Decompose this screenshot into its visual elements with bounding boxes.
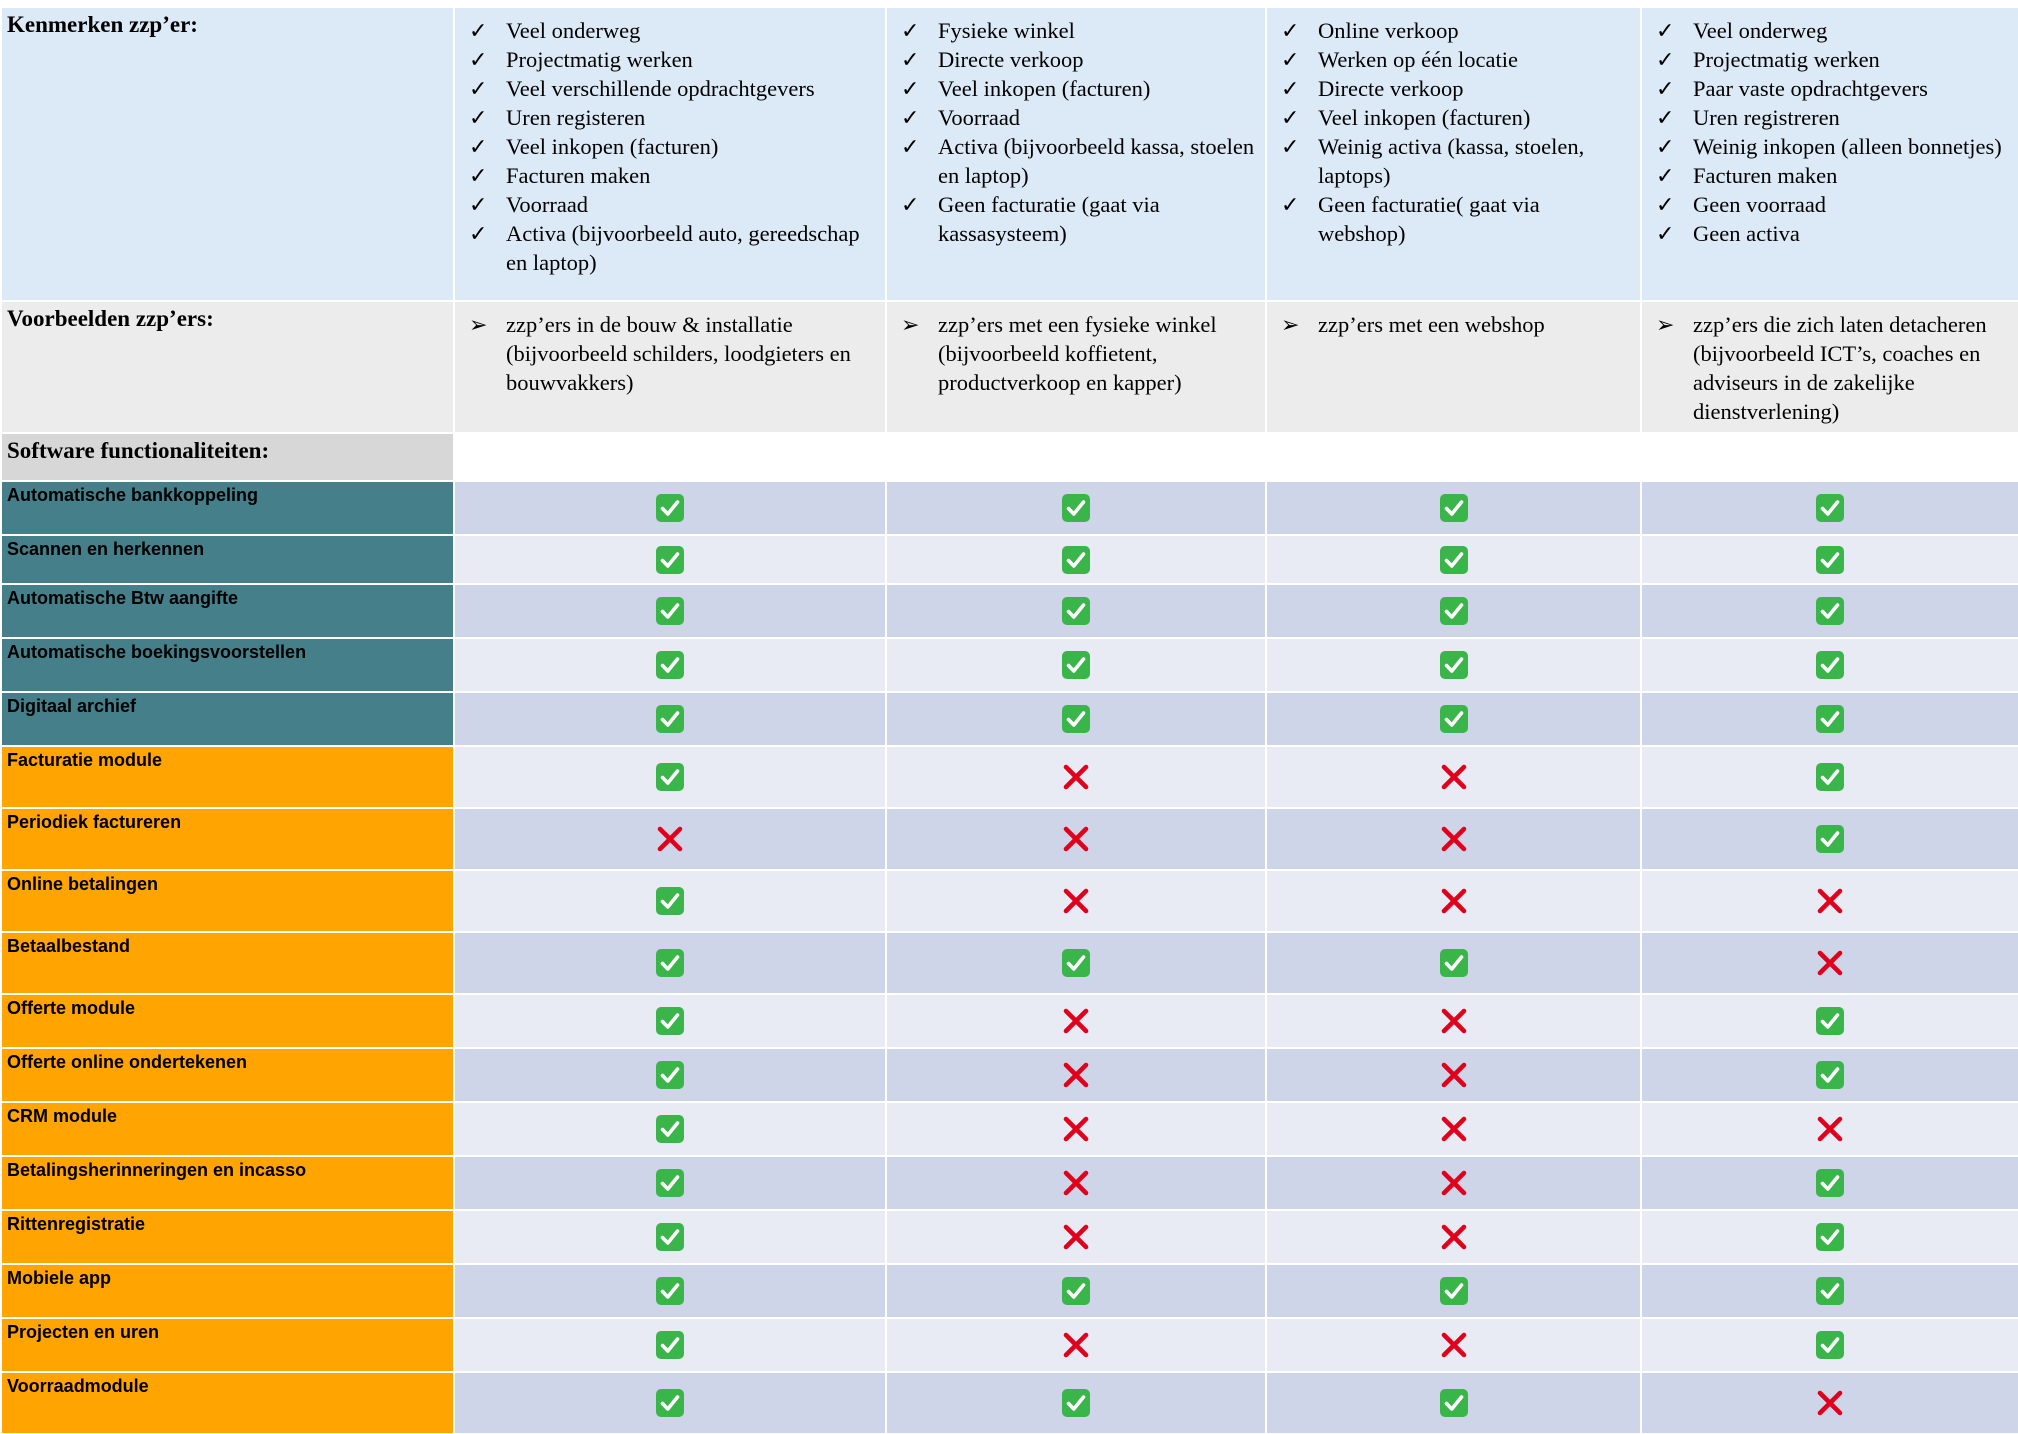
list-item-text: Uren registreren (1693, 105, 1840, 130)
check-icon (1439, 1388, 1469, 1418)
checkmark-bullet-icon: ✓ (469, 76, 488, 101)
check-icon (1061, 650, 1091, 680)
functions-label: Software functionaliteiten: (7, 438, 270, 463)
feature-value-cell (887, 1319, 1265, 1371)
list-item-text: Geen voorraad (1693, 192, 1827, 217)
check-icon (1061, 704, 1091, 734)
check-icon (1815, 493, 1845, 523)
feature-value-cell (887, 1103, 1265, 1155)
checkmark-bullet-icon: ✓ (1281, 105, 1300, 130)
feature-value-cell (455, 482, 885, 534)
feature-name: Rittenregistratie (7, 1214, 146, 1234)
feature-value-cell (1267, 1319, 1640, 1371)
functions-label-cell (2, 434, 453, 480)
feature-name-cell (2, 536, 453, 583)
feature-name: Betaalbestand (7, 936, 131, 956)
feature-value-cell (1642, 1319, 2018, 1371)
feature-name: Voorraadmodule (7, 1376, 149, 1396)
list-item (901, 16, 1255, 45)
characteristics-list (455, 8, 885, 277)
feature-name: CRM module (7, 1106, 117, 1126)
feature-name: Offerte online ondertekenen (7, 1052, 248, 1072)
check-icon (655, 493, 685, 523)
examples-cell (1267, 302, 1640, 432)
list-item-text: Weinig inkopen (alleen bonnetjes) (1693, 134, 2002, 159)
feature-value-cell (1267, 1373, 1640, 1433)
feature-value-cell (455, 1157, 885, 1209)
check-icon (1815, 704, 1845, 734)
list-item (469, 161, 875, 190)
feature-value-cell (455, 1211, 885, 1263)
check-icon (655, 1276, 685, 1306)
feature-value-cell (887, 536, 1265, 583)
check-icon (655, 1222, 685, 1252)
checkmark-bullet-icon: ✓ (1281, 134, 1300, 159)
cross-icon (1061, 1006, 1091, 1036)
checkmark-bullet-icon: ✓ (1281, 47, 1300, 72)
examples-cell (887, 302, 1265, 432)
examples-list (887, 302, 1265, 397)
check-icon (1439, 1276, 1469, 1306)
check-icon (1815, 1330, 1845, 1360)
feature-value-cell (887, 1373, 1265, 1433)
feature-name-cell (2, 1211, 453, 1263)
feature-value-cell (455, 585, 885, 637)
checkmark-bullet-icon: ✓ (469, 134, 488, 159)
characteristics-list (1267, 8, 1640, 248)
comparison-table (0, 8, 2018, 1434)
list-item (901, 310, 1255, 397)
feature-value-cell (455, 1319, 885, 1371)
list-item-text: zzp’ers met een webshop (1318, 312, 1545, 337)
list-item (1281, 132, 1630, 190)
examples-label-cell (2, 302, 453, 432)
feature-value-cell (1642, 639, 2018, 691)
cross-icon (1061, 762, 1091, 792)
feature-value-cell (455, 747, 885, 807)
list-item-text: Directe verkoop (938, 47, 1084, 72)
checkmark-bullet-icon: ✓ (469, 221, 488, 246)
characteristics-cell (887, 8, 1265, 300)
check-icon (1815, 1060, 1845, 1090)
check-icon (655, 886, 685, 916)
feature-value-cell (1642, 995, 2018, 1047)
feature-name: Digitaal archief (7, 696, 137, 716)
feature-name: Automatische Btw aangifte (7, 588, 239, 608)
feature-value-cell (1267, 747, 1640, 807)
list-item (1656, 103, 2008, 132)
list-item-text: Geen activa (1693, 221, 1800, 246)
check-icon (1439, 650, 1469, 680)
feature-value-cell (455, 1373, 885, 1433)
list-item (1281, 190, 1630, 248)
feature-value-cell (1267, 1211, 1640, 1263)
characteristics-cell (1642, 8, 2018, 300)
feature-name: Offerte module (7, 998, 136, 1018)
feature-name-cell (2, 1103, 453, 1155)
list-item (1281, 45, 1630, 74)
list-item (1656, 132, 2008, 161)
checkmark-bullet-icon: ✓ (1281, 76, 1300, 101)
arrow-bullet-icon: ➢ (469, 312, 488, 337)
checkmark-bullet-icon: ✓ (1656, 76, 1675, 101)
feature-name-cell (2, 933, 453, 993)
list-item-text: Directe verkoop (1318, 76, 1464, 101)
feature-name-cell (2, 809, 453, 869)
feature-value-cell (887, 933, 1265, 993)
feature-value-cell (1642, 1211, 2018, 1263)
list-item-text: Veel inkopen (facturen) (1318, 105, 1531, 130)
examples-cell (455, 302, 885, 432)
examples-list (1642, 302, 2018, 426)
feature-name: Betalingsherinneringen en incasso (7, 1160, 307, 1180)
feature-name: Periodiek factureren (7, 812, 182, 832)
check-icon (1061, 1388, 1091, 1418)
cross-icon (1439, 1330, 1469, 1360)
list-item (469, 16, 875, 45)
list-item-text: Veel inkopen (facturen) (506, 134, 719, 159)
feature-value-cell (1267, 482, 1640, 534)
feature-value-cell (1267, 536, 1640, 583)
list-item (1281, 16, 1630, 45)
check-icon (1439, 493, 1469, 523)
list-item-text: Paar vaste opdrachtgevers (1693, 76, 1928, 101)
feature-value-cell (1267, 1157, 1640, 1209)
check-icon (1815, 1276, 1845, 1306)
checkmark-bullet-icon: ✓ (1656, 134, 1675, 159)
feature-name-cell (2, 1265, 453, 1317)
cross-icon (655, 824, 685, 854)
list-item (1281, 103, 1630, 132)
feature-value-cell (455, 871, 885, 931)
cross-icon (1439, 1114, 1469, 1144)
feature-name-cell (2, 1373, 453, 1433)
check-icon (655, 1060, 685, 1090)
list-item-text: Werken op één locatie (1318, 47, 1518, 72)
list-item-text: zzp’ers in de bouw & installatie (bijvoorbeeld schilders, loodgieters en bouwvakkers) (506, 312, 851, 395)
list-item (469, 310, 875, 397)
list-item-text: Facturen maken (506, 163, 651, 188)
feature-value-cell (887, 1157, 1265, 1209)
checkmark-bullet-icon: ✓ (469, 105, 488, 130)
feature-value-cell (887, 482, 1265, 534)
check-icon (1815, 1168, 1845, 1198)
checkmark-bullet-icon: ✓ (901, 134, 920, 159)
feature-value-cell (887, 1265, 1265, 1317)
feature-value-cell (1642, 1265, 2018, 1317)
list-item-text: Uren registeren (506, 105, 646, 130)
list-item (1656, 74, 2008, 103)
cross-icon (1815, 886, 1845, 916)
check-icon (1439, 596, 1469, 626)
checkmark-bullet-icon: ✓ (901, 76, 920, 101)
checkmark-bullet-icon: ✓ (1656, 163, 1675, 188)
checkmark-bullet-icon: ✓ (1656, 105, 1675, 130)
check-icon (655, 1006, 685, 1036)
feature-name-cell (2, 585, 453, 637)
list-item (469, 103, 875, 132)
feature-name: Online betalingen (7, 874, 159, 894)
list-item-text: Activa (bijvoorbeeld auto, gereedschap en laptop) (506, 221, 860, 275)
feature-value-cell (1642, 809, 2018, 869)
list-item (469, 74, 875, 103)
check-icon (655, 1388, 685, 1418)
checkmark-bullet-icon: ✓ (901, 192, 920, 217)
check-icon (655, 650, 685, 680)
check-icon (1439, 948, 1469, 978)
list-item (469, 190, 875, 219)
check-icon (1815, 650, 1845, 680)
feature-value-cell (455, 995, 885, 1047)
checkmark-bullet-icon: ✓ (901, 47, 920, 72)
feature-value-cell (1642, 693, 2018, 745)
list-item (469, 45, 875, 74)
examples-label: Voorbeelden zzp’ers: (7, 306, 214, 331)
characteristics-list (1642, 8, 2018, 248)
examples-list (1267, 302, 1640, 339)
feature-value-cell (887, 1049, 1265, 1101)
characteristics-cell (455, 8, 885, 300)
check-icon (1439, 704, 1469, 734)
check-icon (1815, 1006, 1845, 1036)
cross-icon (1061, 886, 1091, 916)
cross-icon (1439, 762, 1469, 792)
feature-value-cell (1267, 933, 1640, 993)
list-item (1656, 219, 2008, 248)
list-item (1656, 161, 2008, 190)
check-icon (1061, 948, 1091, 978)
characteristics-label: Kenmerken zzp’er: (7, 12, 198, 37)
check-icon (655, 1114, 685, 1144)
feature-value-cell (455, 1049, 885, 1101)
feature-value-cell (1642, 1103, 2018, 1155)
list-item (901, 132, 1255, 190)
feature-value-cell (455, 809, 885, 869)
feature-name-cell (2, 995, 453, 1047)
feature-value-cell (455, 933, 885, 993)
feature-name: Automatische bankkoppeling (7, 485, 259, 505)
feature-value-cell (1267, 871, 1640, 931)
list-item-text: Voorraad (938, 105, 1021, 130)
feature-name-cell (2, 639, 453, 691)
feature-value-cell (1267, 1103, 1640, 1155)
feature-value-cell (1642, 1373, 2018, 1433)
examples-cell (1642, 302, 2018, 432)
feature-value-cell (1267, 1049, 1640, 1101)
checkmark-bullet-icon: ✓ (901, 105, 920, 130)
check-icon (1061, 545, 1091, 575)
list-item-text: Projectmatig werken (506, 47, 693, 72)
list-item-text: zzp’ers met een fysieke winkel (bijvoorbeeld koffietent, productverkoop en kapper) (938, 312, 1217, 395)
check-icon (1815, 596, 1845, 626)
check-icon (1815, 824, 1845, 854)
feature-value-cell (887, 809, 1265, 869)
feature-name: Scannen en herkennen (7, 539, 205, 559)
cross-icon (1439, 1006, 1469, 1036)
feature-value-cell (1642, 585, 2018, 637)
feature-value-cell (1642, 871, 2018, 931)
feature-value-cell (455, 1103, 885, 1155)
cross-icon (1061, 1168, 1091, 1198)
list-item-text: Veel inkopen (facturen) (938, 76, 1151, 101)
feature-value-cell (1267, 809, 1640, 869)
characteristics-label-cell (2, 8, 453, 300)
list-item (901, 45, 1255, 74)
list-item (901, 190, 1255, 248)
feature-value-cell (1642, 482, 2018, 534)
checkmark-bullet-icon: ✓ (469, 47, 488, 72)
check-icon (1061, 1276, 1091, 1306)
feature-name-cell (2, 693, 453, 745)
list-item (1656, 45, 2008, 74)
feature-value-cell (887, 1211, 1265, 1263)
feature-name-cell (2, 747, 453, 807)
list-item-text: Veel onderweg (506, 18, 641, 43)
check-icon (655, 762, 685, 792)
feature-value-cell (1642, 536, 2018, 583)
list-item-text: Voorraad (506, 192, 589, 217)
feature-name-cell (2, 871, 453, 931)
checkmark-bullet-icon: ✓ (1656, 18, 1675, 43)
feature-value-cell (1267, 585, 1640, 637)
list-item (469, 219, 875, 277)
checkmark-bullet-icon: ✓ (469, 163, 488, 188)
cross-icon (1061, 1330, 1091, 1360)
checkmark-bullet-icon: ✓ (1656, 192, 1675, 217)
cross-icon (1439, 824, 1469, 854)
cross-icon (1439, 1168, 1469, 1198)
feature-name: Facturatie module (7, 750, 163, 770)
list-item-text: Projectmatig werken (1693, 47, 1880, 72)
feature-name: Mobiele app (7, 1268, 112, 1288)
check-icon (1061, 493, 1091, 523)
list-item (1281, 310, 1630, 339)
list-item-text: Fysieke winkel (938, 18, 1075, 43)
feature-value-cell (887, 995, 1265, 1047)
cross-icon (1439, 1222, 1469, 1252)
list-item-text: zzp’ers die zich laten detacheren (bijvoorbeeld ICT’s, coaches en adviseurs in de zakelijke dienstverlening) (1693, 312, 1987, 424)
check-icon (1815, 762, 1845, 792)
cross-icon (1815, 1388, 1845, 1418)
feature-value-cell (1267, 693, 1640, 745)
feature-value-cell (1642, 933, 2018, 993)
list-item (901, 103, 1255, 132)
check-icon (655, 545, 685, 575)
feature-value-cell (1267, 995, 1640, 1047)
list-item-text: Veel verschillende opdrachtgevers (506, 76, 815, 101)
feature-value-cell (887, 639, 1265, 691)
examples-list (455, 302, 885, 397)
list-item-text: Geen facturatie (gaat via kassasysteem) (938, 192, 1160, 246)
feature-value-cell (455, 536, 885, 583)
list-item (901, 74, 1255, 103)
cross-icon (1815, 1114, 1845, 1144)
list-item (1656, 310, 2008, 426)
list-item-text: Veel onderweg (1693, 18, 1828, 43)
check-icon (655, 704, 685, 734)
feature-value-cell (455, 1265, 885, 1317)
checkmark-bullet-icon: ✓ (1281, 18, 1300, 43)
checkmark-bullet-icon: ✓ (1656, 221, 1675, 246)
checkmark-bullet-icon: ✓ (469, 18, 488, 43)
cross-icon (1439, 1060, 1469, 1090)
check-icon (1815, 1222, 1845, 1252)
feature-value-cell (887, 693, 1265, 745)
list-item-text: Activa (bijvoorbeeld kassa, stoelen en laptop) (938, 134, 1255, 188)
feature-name: Automatische boekingsvoorstellen (7, 642, 307, 662)
check-icon (655, 596, 685, 626)
cross-icon (1061, 824, 1091, 854)
checkmark-bullet-icon: ✓ (469, 192, 488, 217)
feature-value-cell (1267, 1265, 1640, 1317)
list-item-text: Online verkoop (1318, 18, 1459, 43)
arrow-bullet-icon: ➢ (901, 312, 920, 337)
checkmark-bullet-icon: ✓ (1656, 47, 1675, 72)
feature-value-cell (1642, 1049, 2018, 1101)
check-icon (1439, 545, 1469, 575)
list-item (1656, 16, 2008, 45)
feature-value-cell (1642, 747, 2018, 807)
cross-icon (1061, 1222, 1091, 1252)
check-icon (1061, 596, 1091, 626)
checkmark-bullet-icon: ✓ (1281, 192, 1300, 217)
characteristics-list (887, 8, 1265, 248)
list-item (1656, 190, 2008, 219)
feature-name-cell (2, 482, 453, 534)
cross-icon (1439, 886, 1469, 916)
cross-icon (1061, 1060, 1091, 1090)
list-item (469, 132, 875, 161)
feature-value-cell (1642, 1157, 2018, 1209)
list-item-text: Geen facturatie( gaat via webshop) (1318, 192, 1540, 246)
list-item-text: Weinig activa (kassa, stoelen, laptops) (1318, 134, 1585, 188)
checkmark-bullet-icon: ✓ (901, 18, 920, 43)
cross-icon (1061, 1114, 1091, 1144)
feature-value-cell (887, 871, 1265, 931)
feature-value-cell (455, 639, 885, 691)
cross-icon (1815, 948, 1845, 978)
feature-name: Projecten en uren (7, 1322, 160, 1342)
check-icon (655, 948, 685, 978)
list-item (1281, 74, 1630, 103)
characteristics-cell (1267, 8, 1640, 300)
arrow-bullet-icon: ➢ (1656, 312, 1675, 337)
check-icon (1815, 545, 1845, 575)
feature-name-cell (2, 1319, 453, 1371)
feature-name-cell (2, 1049, 453, 1101)
check-icon (655, 1330, 685, 1360)
feature-name-cell (2, 1157, 453, 1209)
feature-value-cell (887, 747, 1265, 807)
list-item-text: Facturen maken (1693, 163, 1838, 188)
arrow-bullet-icon: ➢ (1281, 312, 1300, 337)
check-icon (655, 1168, 685, 1198)
feature-value-cell (887, 585, 1265, 637)
feature-value-cell (455, 693, 885, 745)
feature-value-cell (1267, 639, 1640, 691)
